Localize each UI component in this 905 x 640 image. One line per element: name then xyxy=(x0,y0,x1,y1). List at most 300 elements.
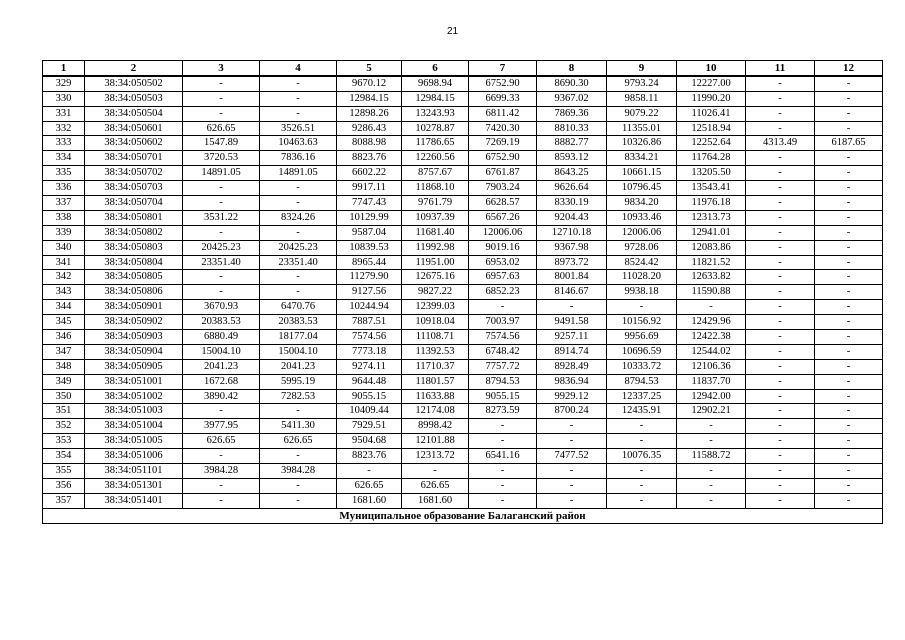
table-cell-col-6: 9761.79 xyxy=(402,196,469,211)
table-cell-col-3: - xyxy=(183,449,260,464)
table-cell-col-10: 12227.00 xyxy=(677,76,746,91)
table-cell-col-8: 8643.25 xyxy=(537,166,607,181)
table-cell-col-1: 338 xyxy=(43,210,85,225)
column-header-6: 6 xyxy=(402,61,469,76)
table-row xyxy=(43,478,883,493)
table-row xyxy=(43,151,883,166)
table-row xyxy=(43,240,883,255)
column-header-11: 11 xyxy=(746,61,815,76)
table-cell-col-11: - xyxy=(746,151,815,166)
table-row xyxy=(43,300,883,315)
table-cell-col-2: 38:34:051001 xyxy=(85,374,183,389)
table-cell-col-4: 3526.51 xyxy=(260,121,337,136)
header-row xyxy=(43,61,883,76)
table-cell-col-1: 347 xyxy=(43,344,85,359)
table-cell-col-7: 7757.72 xyxy=(469,359,537,374)
table-cell-col-8: 8593.12 xyxy=(537,151,607,166)
table-cell-col-12: - xyxy=(815,181,883,196)
table-cell-col-12: - xyxy=(815,449,883,464)
table-cell-col-11: - xyxy=(746,91,815,106)
table-row xyxy=(43,196,883,211)
table-cell-col-3: 3670.93 xyxy=(183,300,260,315)
table-cell-col-9: - xyxy=(607,464,677,479)
table-cell-col-9: - xyxy=(607,300,677,315)
table-cell-col-5: 626.65 xyxy=(337,478,402,493)
table-cell-col-7: - xyxy=(469,300,537,315)
table-cell-col-8: 7477.52 xyxy=(537,449,607,464)
table-cell-col-3: 20425.23 xyxy=(183,240,260,255)
table-row xyxy=(43,449,883,464)
table-cell-col-5: 7887.51 xyxy=(337,315,402,330)
table-cell-col-3: - xyxy=(183,285,260,300)
table-row xyxy=(43,121,883,136)
table-cell-col-3: 20383.53 xyxy=(183,315,260,330)
table-cell-col-9: 8794.53 xyxy=(607,374,677,389)
table-cell-col-2: 38:34:050504 xyxy=(85,106,183,121)
table-cell-col-5: 10129.99 xyxy=(337,210,402,225)
table-cell-col-11: - xyxy=(746,225,815,240)
table-cell-col-3: 23351.40 xyxy=(183,255,260,270)
table-cell-col-10: 11588.72 xyxy=(677,449,746,464)
table-cell-col-1: 334 xyxy=(43,151,85,166)
table-cell-col-9: 12435.91 xyxy=(607,404,677,419)
table-cell-col-4: 18177.04 xyxy=(260,330,337,345)
table-cell-col-10: - xyxy=(677,478,746,493)
table-cell-col-7: - xyxy=(469,434,537,449)
table-cell-col-5: - xyxy=(337,464,402,479)
table-cell-col-1: 357 xyxy=(43,493,85,508)
table-cell-col-7: 6957.63 xyxy=(469,270,537,285)
table-cell-col-10: 11590.88 xyxy=(677,285,746,300)
table-cell-col-12: - xyxy=(815,359,883,374)
column-header-9: 9 xyxy=(607,61,677,76)
table-cell-col-7: - xyxy=(469,419,537,434)
table-cell-col-5: 9644.48 xyxy=(337,374,402,389)
column-header-8: 8 xyxy=(537,61,607,76)
table-cell-col-7: 9019.16 xyxy=(469,240,537,255)
table-cell-col-7: 6752.90 xyxy=(469,151,537,166)
table-cell-col-5: 8823.76 xyxy=(337,449,402,464)
table-cell-col-9: 9834.20 xyxy=(607,196,677,211)
table-cell-col-12: - xyxy=(815,493,883,508)
table-cell-col-11: - xyxy=(746,270,815,285)
table-cell-col-9: - xyxy=(607,419,677,434)
table-cell-col-2: 38:34:051401 xyxy=(85,493,183,508)
table-cell-col-12: - xyxy=(815,255,883,270)
table-cell-col-1: 341 xyxy=(43,255,85,270)
table-cell-col-11: - xyxy=(746,330,815,345)
table-cell-col-6: 11392.53 xyxy=(402,344,469,359)
table-cell-col-8: 8928.49 xyxy=(537,359,607,374)
table-cell-col-5: 9504.68 xyxy=(337,434,402,449)
table-cell-col-4: 7836.16 xyxy=(260,151,337,166)
table-cell-col-6: 11801.57 xyxy=(402,374,469,389)
table-cell-col-2: 38:34:050803 xyxy=(85,240,183,255)
table-cell-col-5: 10839.53 xyxy=(337,240,402,255)
table-cell-col-7: 7003.97 xyxy=(469,315,537,330)
table-cell-col-1: 353 xyxy=(43,434,85,449)
table-cell-col-8: 8690.30 xyxy=(537,76,607,91)
table-cell-col-12: - xyxy=(815,76,883,91)
table-cell-col-3: 3720.53 xyxy=(183,151,260,166)
table-cell-col-7: 7903.24 xyxy=(469,181,537,196)
table-body xyxy=(43,76,883,508)
table-cell-col-4: - xyxy=(260,404,337,419)
table-cell-col-5: 9286.43 xyxy=(337,121,402,136)
column-header-1: 1 xyxy=(43,61,85,76)
table-cell-col-6: 12260.56 xyxy=(402,151,469,166)
table-cell-col-5: 10244.94 xyxy=(337,300,402,315)
table-cell-col-7: - xyxy=(469,478,537,493)
table-cell-col-8: 9367.02 xyxy=(537,91,607,106)
table-cell-col-6: 9698.94 xyxy=(402,76,469,91)
table-cell-col-12: - xyxy=(815,344,883,359)
table-cell-col-5: 10409.44 xyxy=(337,404,402,419)
table-cell-col-2: 38:34:051002 xyxy=(85,389,183,404)
table-cell-col-7: - xyxy=(469,464,537,479)
table-cell-col-8: - xyxy=(537,478,607,493)
table-cell-col-6: 10937.39 xyxy=(402,210,469,225)
table-cell-col-5: 12898.26 xyxy=(337,106,402,121)
table-cell-col-7: 6699.33 xyxy=(469,91,537,106)
table-cell-col-12: - xyxy=(815,434,883,449)
table-cell-col-5: 9917.11 xyxy=(337,181,402,196)
table-cell-col-8: 8001.84 xyxy=(537,270,607,285)
table-cell-col-1: 336 xyxy=(43,181,85,196)
table-cell-col-9: 10076.35 xyxy=(607,449,677,464)
column-header-5: 5 xyxy=(337,61,402,76)
table-row xyxy=(43,76,883,91)
table-cell-col-7: 8794.53 xyxy=(469,374,537,389)
table-cell-col-9: 11028.20 xyxy=(607,270,677,285)
table-cell-col-2: 38:34:050601 xyxy=(85,121,183,136)
table-row xyxy=(43,344,883,359)
table-cell-col-1: 350 xyxy=(43,389,85,404)
table-cell-col-10: 13543.41 xyxy=(677,181,746,196)
table-cell-col-6: 626.65 xyxy=(402,478,469,493)
table-cell-col-9: 10661.15 xyxy=(607,166,677,181)
table-cell-col-10: 12544.02 xyxy=(677,344,746,359)
table-cell-col-11: - xyxy=(746,181,815,196)
table-cell-col-4: 10463.63 xyxy=(260,136,337,151)
table-cell-col-10: 12252.64 xyxy=(677,136,746,151)
table-cell-col-11: - xyxy=(746,493,815,508)
table-cell-col-1: 337 xyxy=(43,196,85,211)
table-cell-col-6: 11108.71 xyxy=(402,330,469,345)
table-cell-col-9: 10933.46 xyxy=(607,210,677,225)
table-cell-col-2: 38:34:051004 xyxy=(85,419,183,434)
table-cell-col-4: - xyxy=(260,76,337,91)
table-cell-col-11: - xyxy=(746,285,815,300)
table-cell-col-11: - xyxy=(746,210,815,225)
table-cell-col-12: - xyxy=(815,196,883,211)
table-cell-col-9: - xyxy=(607,493,677,508)
table-cell-col-4: - xyxy=(260,493,337,508)
table-cell-col-3: - xyxy=(183,225,260,240)
table-cell-col-11: - xyxy=(746,419,815,434)
table-cell-col-5: 8965.44 xyxy=(337,255,402,270)
table-cell-col-7: 6541.16 xyxy=(469,449,537,464)
table-cell-col-2: 38:34:050804 xyxy=(85,255,183,270)
table-cell-col-1: 342 xyxy=(43,270,85,285)
table-cell-col-6: 12675.16 xyxy=(402,270,469,285)
table-cell-col-8: 8700.24 xyxy=(537,404,607,419)
table-cell-col-1: 331 xyxy=(43,106,85,121)
table-cell-col-12: - xyxy=(815,225,883,240)
table-cell-col-4: - xyxy=(260,91,337,106)
table-cell-col-4: 2041.23 xyxy=(260,359,337,374)
table-cell-col-9: 10696.59 xyxy=(607,344,677,359)
table-row xyxy=(43,493,883,508)
table-cell-col-11: - xyxy=(746,106,815,121)
table-cell-col-4: 6470.76 xyxy=(260,300,337,315)
table-cell-col-11: - xyxy=(746,434,815,449)
table-cell-col-7: 7269.19 xyxy=(469,136,537,151)
table-cell-col-4: 20425.23 xyxy=(260,240,337,255)
column-header-4: 4 xyxy=(260,61,337,76)
table-cell-col-11: - xyxy=(746,240,815,255)
table-cell-col-11: - xyxy=(746,449,815,464)
table-cell-col-5: 7929.51 xyxy=(337,419,402,434)
table-cell-col-2: 38:34:051003 xyxy=(85,404,183,419)
table-cell-col-10: 11026.41 xyxy=(677,106,746,121)
table-cell-col-7: 6852.23 xyxy=(469,285,537,300)
table-row xyxy=(43,255,883,270)
table-cell-col-4: 23351.40 xyxy=(260,255,337,270)
table-cell-col-8: 8882.77 xyxy=(537,136,607,151)
table-cell-col-8: 8330.19 xyxy=(537,196,607,211)
municipality-title: Муниципальное образование Балаганский район xyxy=(43,508,883,523)
table-cell-col-6: 11681.40 xyxy=(402,225,469,240)
table-cell-col-2: 38:34:050702 xyxy=(85,166,183,181)
table-cell-col-5: 7773.18 xyxy=(337,344,402,359)
table-cell-col-4: 7282.53 xyxy=(260,389,337,404)
table-cell-col-10: 12313.73 xyxy=(677,210,746,225)
table-cell-col-3: 2041.23 xyxy=(183,359,260,374)
table-cell-col-1: 332 xyxy=(43,121,85,136)
table-row xyxy=(43,464,883,479)
table-cell-col-2: 38:34:051301 xyxy=(85,478,183,493)
table-cell-col-5: 1681.60 xyxy=(337,493,402,508)
table-cell-col-2: 38:34:051101 xyxy=(85,464,183,479)
table-cell-col-1: 333 xyxy=(43,136,85,151)
table-cell-col-12: - xyxy=(815,166,883,181)
table-cell-col-4: - xyxy=(260,449,337,464)
table-cell-col-3: 3984.28 xyxy=(183,464,260,479)
table-cell-col-2: 38:34:050701 xyxy=(85,151,183,166)
table-cell-col-3: - xyxy=(183,181,260,196)
table-cell-col-1: 339 xyxy=(43,225,85,240)
table-cell-col-9: 9793.24 xyxy=(607,76,677,91)
table-cell-col-3: 1547.89 xyxy=(183,136,260,151)
table-row xyxy=(43,419,883,434)
table-cell-col-1: 355 xyxy=(43,464,85,479)
table-cell-col-8: 8914.74 xyxy=(537,344,607,359)
table-cell-col-6: 1681.60 xyxy=(402,493,469,508)
table-cell-col-10: 12083.86 xyxy=(677,240,746,255)
table-cell-col-11: - xyxy=(746,76,815,91)
table-row xyxy=(43,434,883,449)
table-cell-col-7: 8273.59 xyxy=(469,404,537,419)
table-cell-col-9: 9938.18 xyxy=(607,285,677,300)
table-cell-col-9: 12006.06 xyxy=(607,225,677,240)
table-cell-col-12: - xyxy=(815,121,883,136)
table-cell-col-6: 12313.72 xyxy=(402,449,469,464)
table-cell-col-6: 11710.37 xyxy=(402,359,469,374)
table-row xyxy=(43,181,883,196)
table-cell-col-7: 6761.87 xyxy=(469,166,537,181)
table-cell-col-8: - xyxy=(537,464,607,479)
table-cell-col-11: - xyxy=(746,196,815,211)
table-cell-col-2: 38:34:050704 xyxy=(85,196,183,211)
table-cell-col-11: - xyxy=(746,255,815,270)
table-cell-col-1: 340 xyxy=(43,240,85,255)
table-cell-col-10: 12633.82 xyxy=(677,270,746,285)
table-cell-col-2: 38:34:050502 xyxy=(85,76,183,91)
table-cell-col-12: - xyxy=(815,478,883,493)
table-cell-col-2: 38:34:050503 xyxy=(85,91,183,106)
table-cell-col-2: 38:34:050903 xyxy=(85,330,183,345)
table-row xyxy=(43,389,883,404)
table-cell-col-6: 10918.04 xyxy=(402,315,469,330)
table-cell-col-4: 3984.28 xyxy=(260,464,337,479)
table-cell-col-5: 8088.98 xyxy=(337,136,402,151)
table-cell-col-11: - xyxy=(746,478,815,493)
table-cell-col-8: 9367.98 xyxy=(537,240,607,255)
table-cell-col-3: - xyxy=(183,493,260,508)
table-cell-col-4: - xyxy=(260,106,337,121)
table-cell-col-1: 348 xyxy=(43,359,85,374)
table-cell-col-1: 344 xyxy=(43,300,85,315)
table-cell-col-8: 12710.18 xyxy=(537,225,607,240)
table-row xyxy=(43,359,883,374)
table-cell-col-10: 12518.94 xyxy=(677,121,746,136)
table-cell-col-6: 11992.98 xyxy=(402,240,469,255)
table-cell-col-2: 38:34:050602 xyxy=(85,136,183,151)
table-cell-col-9: 12337.25 xyxy=(607,389,677,404)
table-cell-col-1: 330 xyxy=(43,91,85,106)
table-cell-col-5: 8823.76 xyxy=(337,151,402,166)
table-cell-col-3: 626.65 xyxy=(183,434,260,449)
table-cell-col-7: 6811.42 xyxy=(469,106,537,121)
table-cell-col-6: 8998.42 xyxy=(402,419,469,434)
table-cell-col-12: 6187.65 xyxy=(815,136,883,151)
table-cell-col-9: - xyxy=(607,434,677,449)
table-cell-col-10: - xyxy=(677,434,746,449)
table-cell-col-5: 9055.15 xyxy=(337,389,402,404)
table-cell-col-3: 3977.95 xyxy=(183,419,260,434)
table-cell-col-10: 12429.96 xyxy=(677,315,746,330)
column-header-12: 12 xyxy=(815,61,883,76)
table-cell-col-7: 9055.15 xyxy=(469,389,537,404)
table-cell-col-2: 38:34:051005 xyxy=(85,434,183,449)
table-cell-col-4: - xyxy=(260,285,337,300)
table-row xyxy=(43,91,883,106)
table-cell-col-8: 8810.33 xyxy=(537,121,607,136)
table-cell-col-10: 11976.18 xyxy=(677,196,746,211)
table-cell-col-3: 626.65 xyxy=(183,121,260,136)
table-cell-col-4: 8324.26 xyxy=(260,210,337,225)
table-cell-col-5: 11279.90 xyxy=(337,270,402,285)
table-cell-col-3: 6880.49 xyxy=(183,330,260,345)
table-cell-col-12: - xyxy=(815,285,883,300)
table-cell-col-6: 13243.93 xyxy=(402,106,469,121)
table-cell-col-12: - xyxy=(815,240,883,255)
table-cell-col-3: - xyxy=(183,106,260,121)
table-cell-col-12: - xyxy=(815,464,883,479)
table-cell-col-6: 12399.03 xyxy=(402,300,469,315)
table-cell-col-8: 9929.12 xyxy=(537,389,607,404)
table-cell-col-5: 9587.04 xyxy=(337,225,402,240)
table-cell-col-3: 1672.68 xyxy=(183,374,260,389)
table-cell-col-1: 356 xyxy=(43,478,85,493)
table-cell-col-9: 9728.06 xyxy=(607,240,677,255)
table-cell-col-7: 7420.30 xyxy=(469,121,537,136)
table-cell-col-10: 13205.50 xyxy=(677,166,746,181)
column-header-7: 7 xyxy=(469,61,537,76)
table-cell-col-7: 12006.06 xyxy=(469,225,537,240)
table-cell-col-6: 12101.88 xyxy=(402,434,469,449)
table-cell-col-5: 6602.22 xyxy=(337,166,402,181)
table-cell-col-3: 3890.42 xyxy=(183,389,260,404)
table-cell-col-1: 343 xyxy=(43,285,85,300)
table-cell-col-7: 6748.42 xyxy=(469,344,537,359)
table-cell-col-3: - xyxy=(183,91,260,106)
table-cell-col-8: - xyxy=(537,300,607,315)
table-cell-col-8: 9204.43 xyxy=(537,210,607,225)
table-cell-col-1: 351 xyxy=(43,404,85,419)
table-cell-col-3: - xyxy=(183,404,260,419)
table-cell-col-6: 11633.88 xyxy=(402,389,469,404)
table-row xyxy=(43,166,883,181)
table-cell-col-2: 38:34:050805 xyxy=(85,270,183,285)
table-cell-col-9: 9956.69 xyxy=(607,330,677,345)
table-cell-col-10: 12422.38 xyxy=(677,330,746,345)
table-cell-col-9: - xyxy=(607,478,677,493)
table-cell-col-9: 11355.01 xyxy=(607,121,677,136)
table-cell-col-1: 335 xyxy=(43,166,85,181)
table-cell-col-2: 38:34:050802 xyxy=(85,225,183,240)
table-cell-col-4: - xyxy=(260,270,337,285)
table-cell-col-8: 8973.72 xyxy=(537,255,607,270)
table-cell-col-9: 10326.86 xyxy=(607,136,677,151)
table-cell-col-12: - xyxy=(815,300,883,315)
table-cell-col-8: - xyxy=(537,493,607,508)
table-cell-col-8: 9836.94 xyxy=(537,374,607,389)
table-cell-col-12: - xyxy=(815,389,883,404)
table-cell-col-12: - xyxy=(815,210,883,225)
table-cell-col-10: 11764.28 xyxy=(677,151,746,166)
table-cell-col-2: 38:34:051006 xyxy=(85,449,183,464)
table-cell-col-3: - xyxy=(183,196,260,211)
table-cell-col-12: - xyxy=(815,151,883,166)
table-cell-col-9: 8524.42 xyxy=(607,255,677,270)
table-cell-col-3: 3531.22 xyxy=(183,210,260,225)
table-cell-col-1: 352 xyxy=(43,419,85,434)
table-cell-col-4: - xyxy=(260,478,337,493)
table-cell-col-9: 10156.92 xyxy=(607,315,677,330)
table-cell-col-7: 6567.26 xyxy=(469,210,537,225)
table-cell-col-5: 7747.43 xyxy=(337,196,402,211)
footer-row xyxy=(43,508,883,523)
column-header-3: 3 xyxy=(183,61,260,76)
table-cell-col-3: 15004.10 xyxy=(183,344,260,359)
table-cell-col-9: 10796.45 xyxy=(607,181,677,196)
table-cell-col-7: 6752.90 xyxy=(469,76,537,91)
table-row xyxy=(43,285,883,300)
table-cell-col-12: - xyxy=(815,106,883,121)
table-cell-col-11: 4313.49 xyxy=(746,136,815,151)
